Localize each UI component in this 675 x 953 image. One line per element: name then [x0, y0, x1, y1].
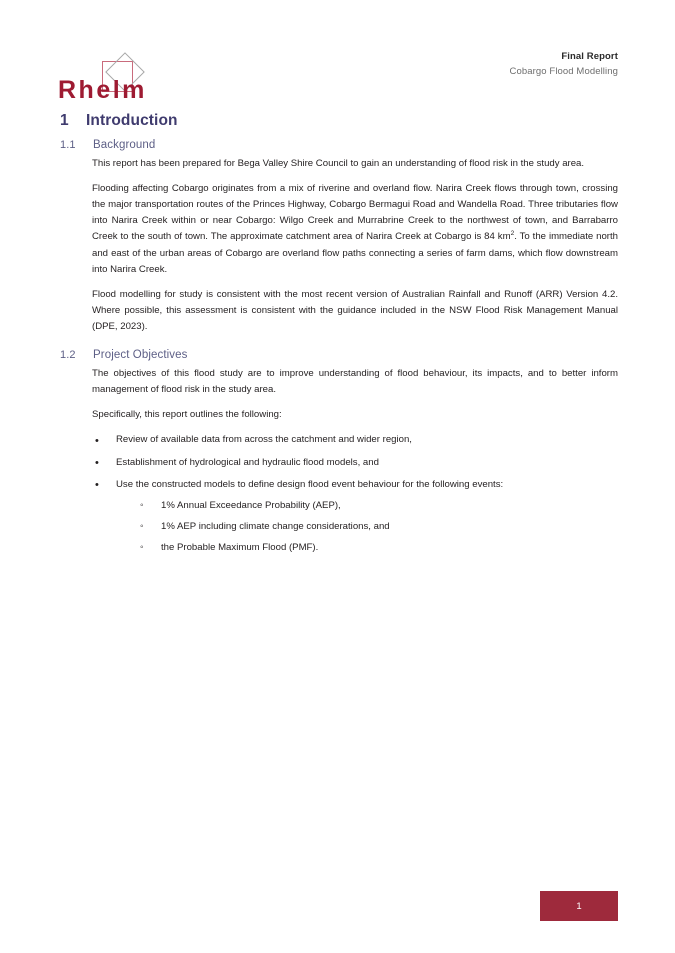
page-number-badge: [540, 891, 618, 921]
document-content: [0, 112, 675, 562]
section-heading-1: [0, 112, 675, 130]
header-report-subtitle: Cobargo Flood Modelling: [509, 65, 618, 77]
subsection-heading-background: [0, 139, 675, 151]
page-number: 1: [576, 900, 582, 912]
events-sub-bullet-list: [116, 498, 618, 556]
paragraph: The objectives of this flood study are to improve understanding of flood behaviour, its impacts, and to better inform management of flood risk in the study area.: [92, 368, 618, 396]
subsection-title: Project Objectives: [93, 349, 188, 362]
list-item: • Establishment of hydrological and hydraulic flood models, and: [0, 455, 675, 471]
list-item: [0, 477, 675, 556]
section-title: Introduction: [86, 112, 178, 129]
subsection-heading-project-objectives: [0, 349, 675, 361]
rhelm-logo: [58, 58, 188, 110]
list-item: ◦ 1% Annual Exceedance Probability (AEP),: [116, 498, 618, 514]
subsection-number: 1.1: [60, 139, 76, 151]
subsection-title: Background: [93, 139, 156, 151]
list-item-label: Use the constructed models to define design flood event behaviour for the following events:: [116, 478, 504, 490]
paragraph: Flood modelling for study is consistent with the most recent version of Australian Rainfall and Runoff (ARR) Version 4.2. Where possible, this assessment is consistent with the guidance included in the NSW Flood Risk Management Manual (DPE, 2023).: [92, 288, 618, 332]
paragraph: Flooding affecting Cobargo originates from a mix of riverine and overland flow. Narira Creek flows through town, crossing the major transportation routes of the Princes Highway, Cobargo Bermagui Road and Wandella Road. Three tributaries flow into Narira Creek within or near Cobargo: Wilgo Creek and Murrabrine Creek to the northwest of town, and Barrabarro Creek to the south of town. The approximate catchment area of Narira Creek at Cobargo is 84 $km^2$. To the immediate north and east of the urban areas of Cobargo are overland flow paths connecting a series of farm dams, which flow downstream into Narira Creek.: [92, 183, 618, 275]
list-item: ◦ the Probable Maximum Flood (PMF).: [116, 540, 618, 556]
page-header: [0, 30, 675, 104]
header-report-title: Final Report: [561, 51, 618, 62]
list-item: ◦ 1% AEP including climate change considerations, and: [116, 519, 618, 535]
subsection-number: 1.2: [60, 349, 76, 362]
list-item: • Review of available data from across the catchment and wider region,: [0, 432, 675, 448]
logo-wordmark: Rhelm: [58, 76, 147, 104]
section-number: 1: [60, 112, 69, 129]
paragraph: Specifically, this report outlines the following:: [92, 409, 282, 421]
header-report-info: [510, 50, 618, 79]
objectives-bullet-list: [0, 432, 675, 556]
paragraph: This report has been prepared for Bega Valley Shire Council to gain an understanding of flood risk in the study area.: [92, 158, 585, 169]
